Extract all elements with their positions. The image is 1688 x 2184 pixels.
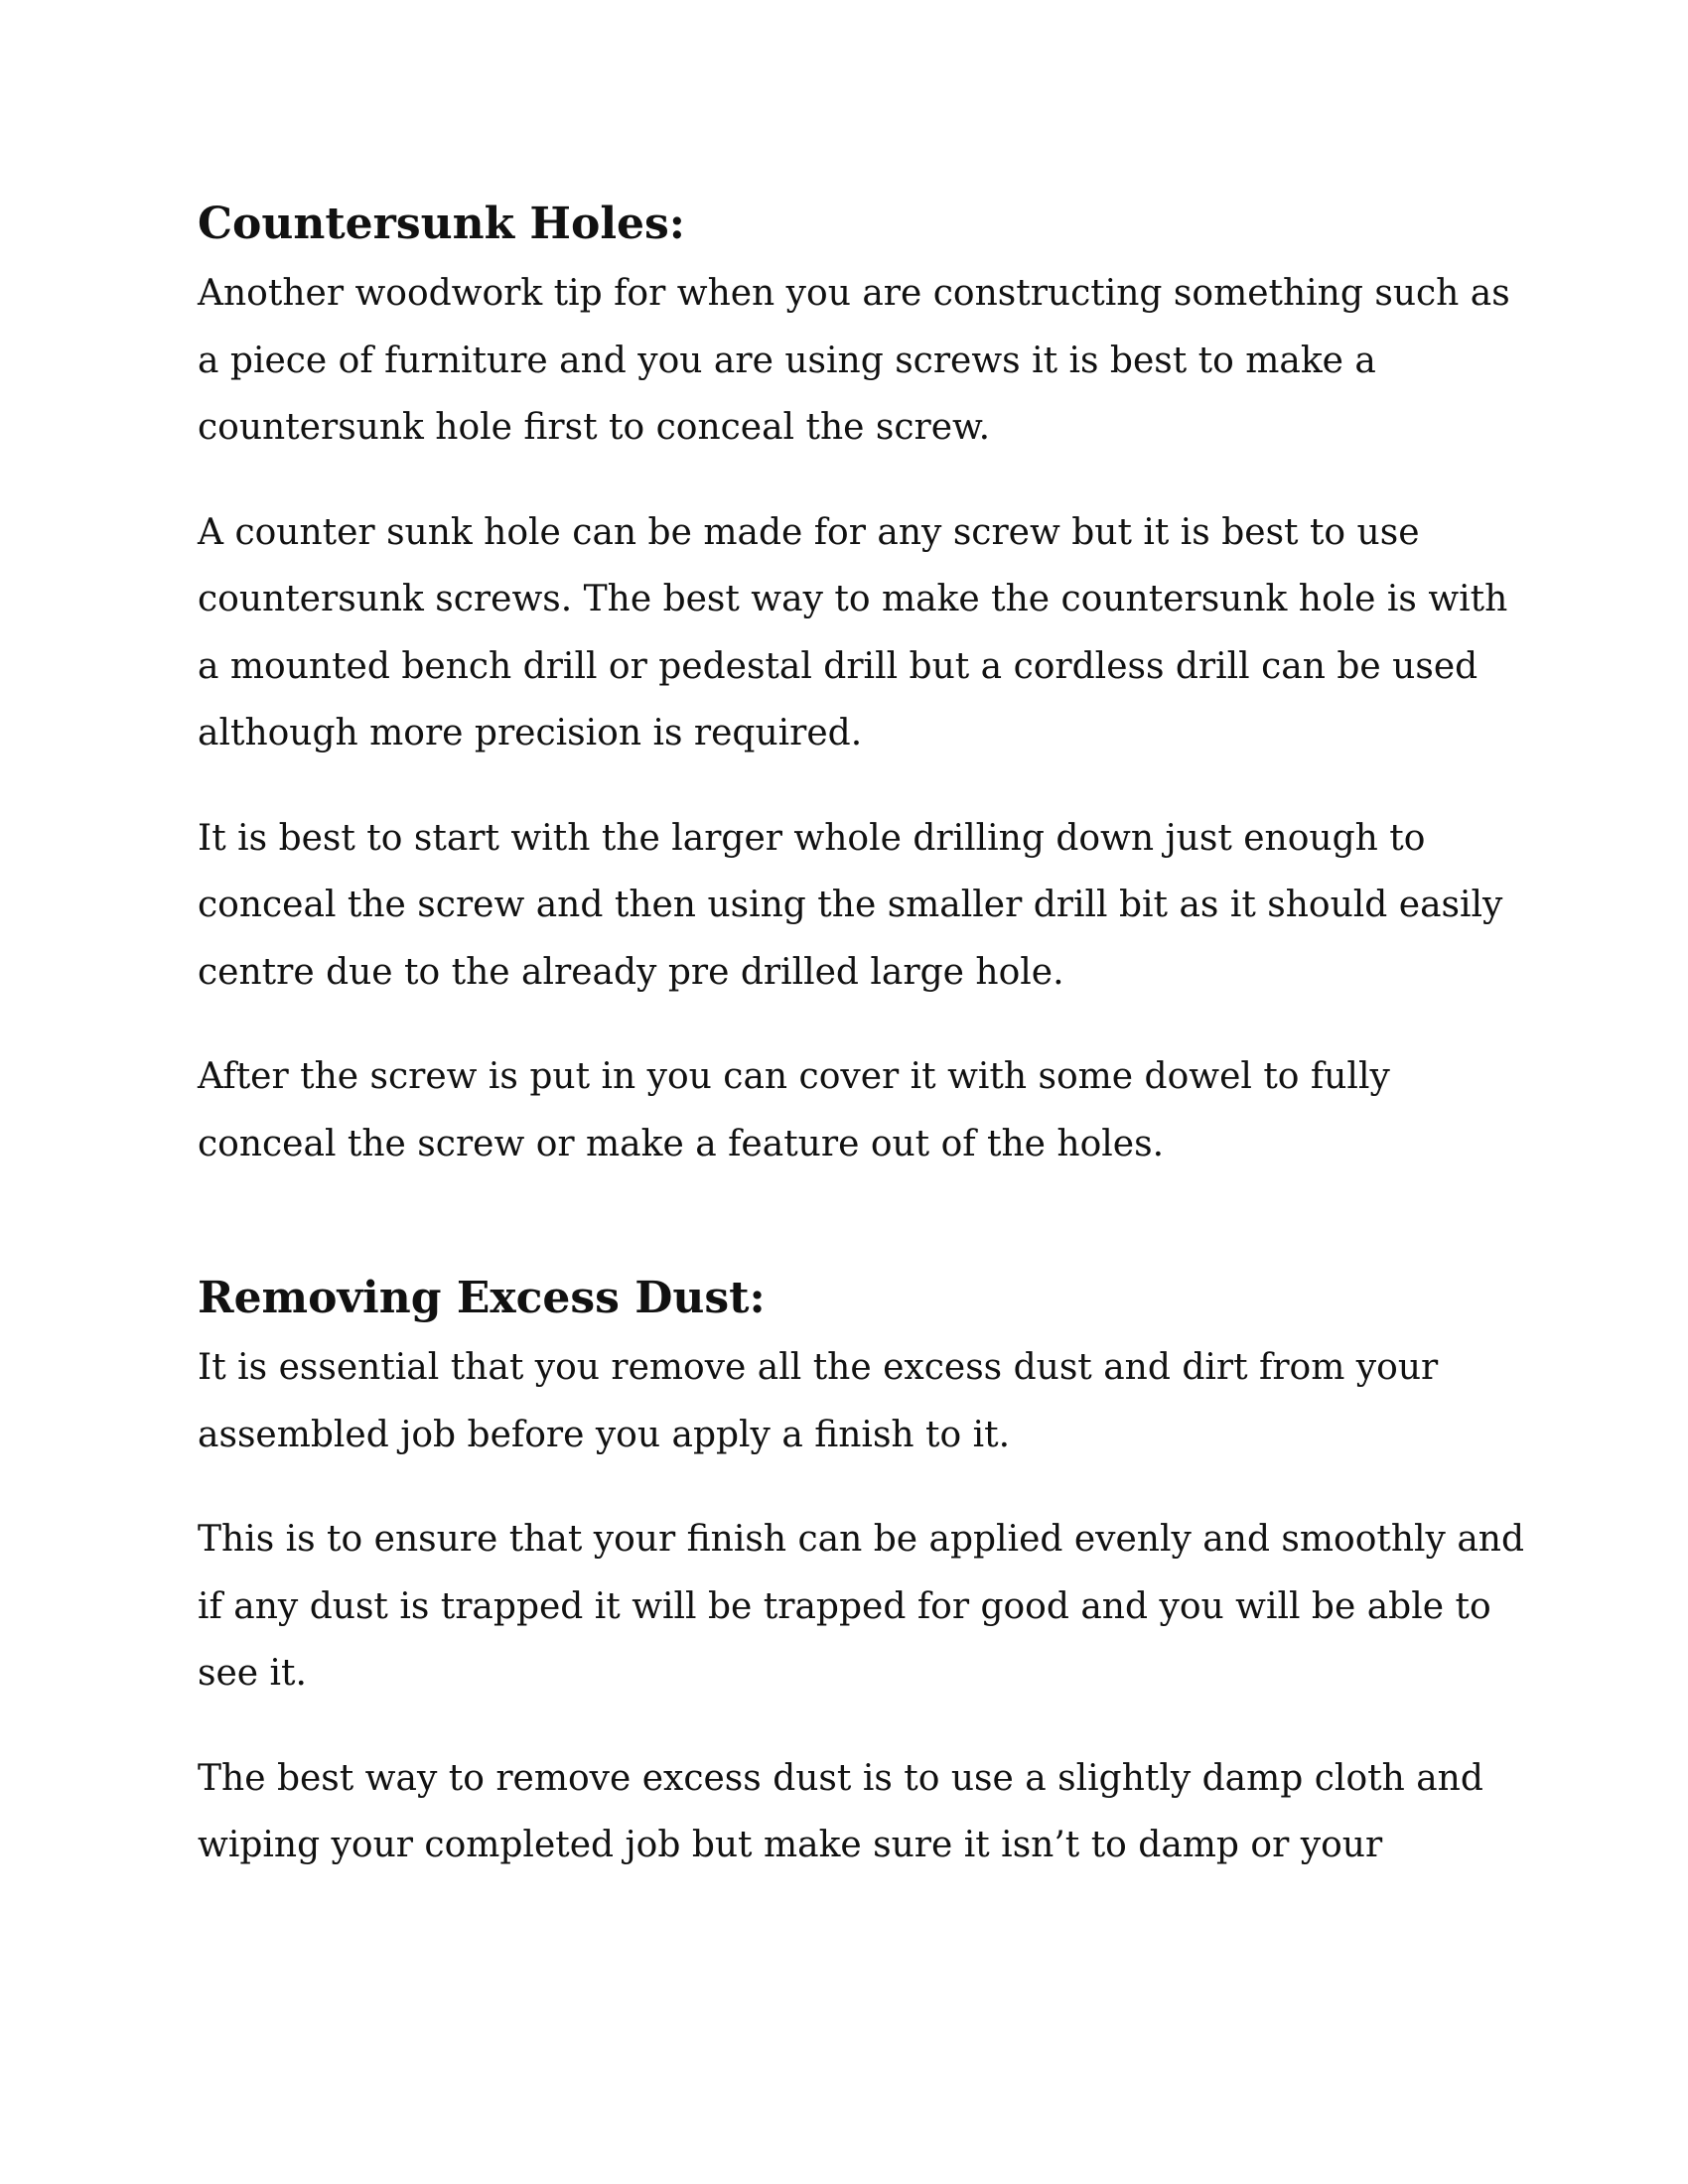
section-heading: Removing Excess Dust: — [198, 1273, 766, 1323]
body-paragraph: After the screw is put in you can cover it with some dowel to fully conceal the screw or make a feature out of the holes. — [198, 1056, 1390, 1164]
body-paragraph: The best way to remove excess dust is to use a slightly damp cloth and wiping your completed job but make sure it isn’t to damp or your — [198, 1757, 1483, 1865]
section-spacer — [198, 1177, 1533, 1269]
body-paragraph: It is essential that you remove all the excess dust and dirt from your assembled job before you apply a finish to it. — [198, 1347, 1439, 1455]
section-heading: Countersunk Holes: — [198, 199, 686, 249]
body-paragraph: This is to ensure that your finish can be applied evenly and smoothly and if any dust is trapped it will be trapped for good and you will be able to see it. — [198, 1519, 1525, 1694]
body-paragraph: It is best to start with the larger whole drilling down just enough to conceal the screw and then using the smaller drill bit as it should easily centre due to the already pre drilled large hole. — [198, 817, 1503, 993]
section-countersunk-holes — [198, 195, 1533, 1177]
page-content — [198, 195, 1533, 1879]
body-paragraph: Another woodwork tip for when you are constructing something such as a piece of furniture and you are using screws it is best to make a countersunk hole first to conceal the screw. — [198, 273, 1510, 448]
section-removing-excess-dust — [198, 1269, 1533, 1879]
body-paragraph: A counter sunk hole can be made for any screw but it is best to use countersunk screws. The best way to make the countersunk hole is with a mounted bench drill or pedestal drill but a cordless drill can be used although more precision is required. — [198, 511, 1508, 753]
